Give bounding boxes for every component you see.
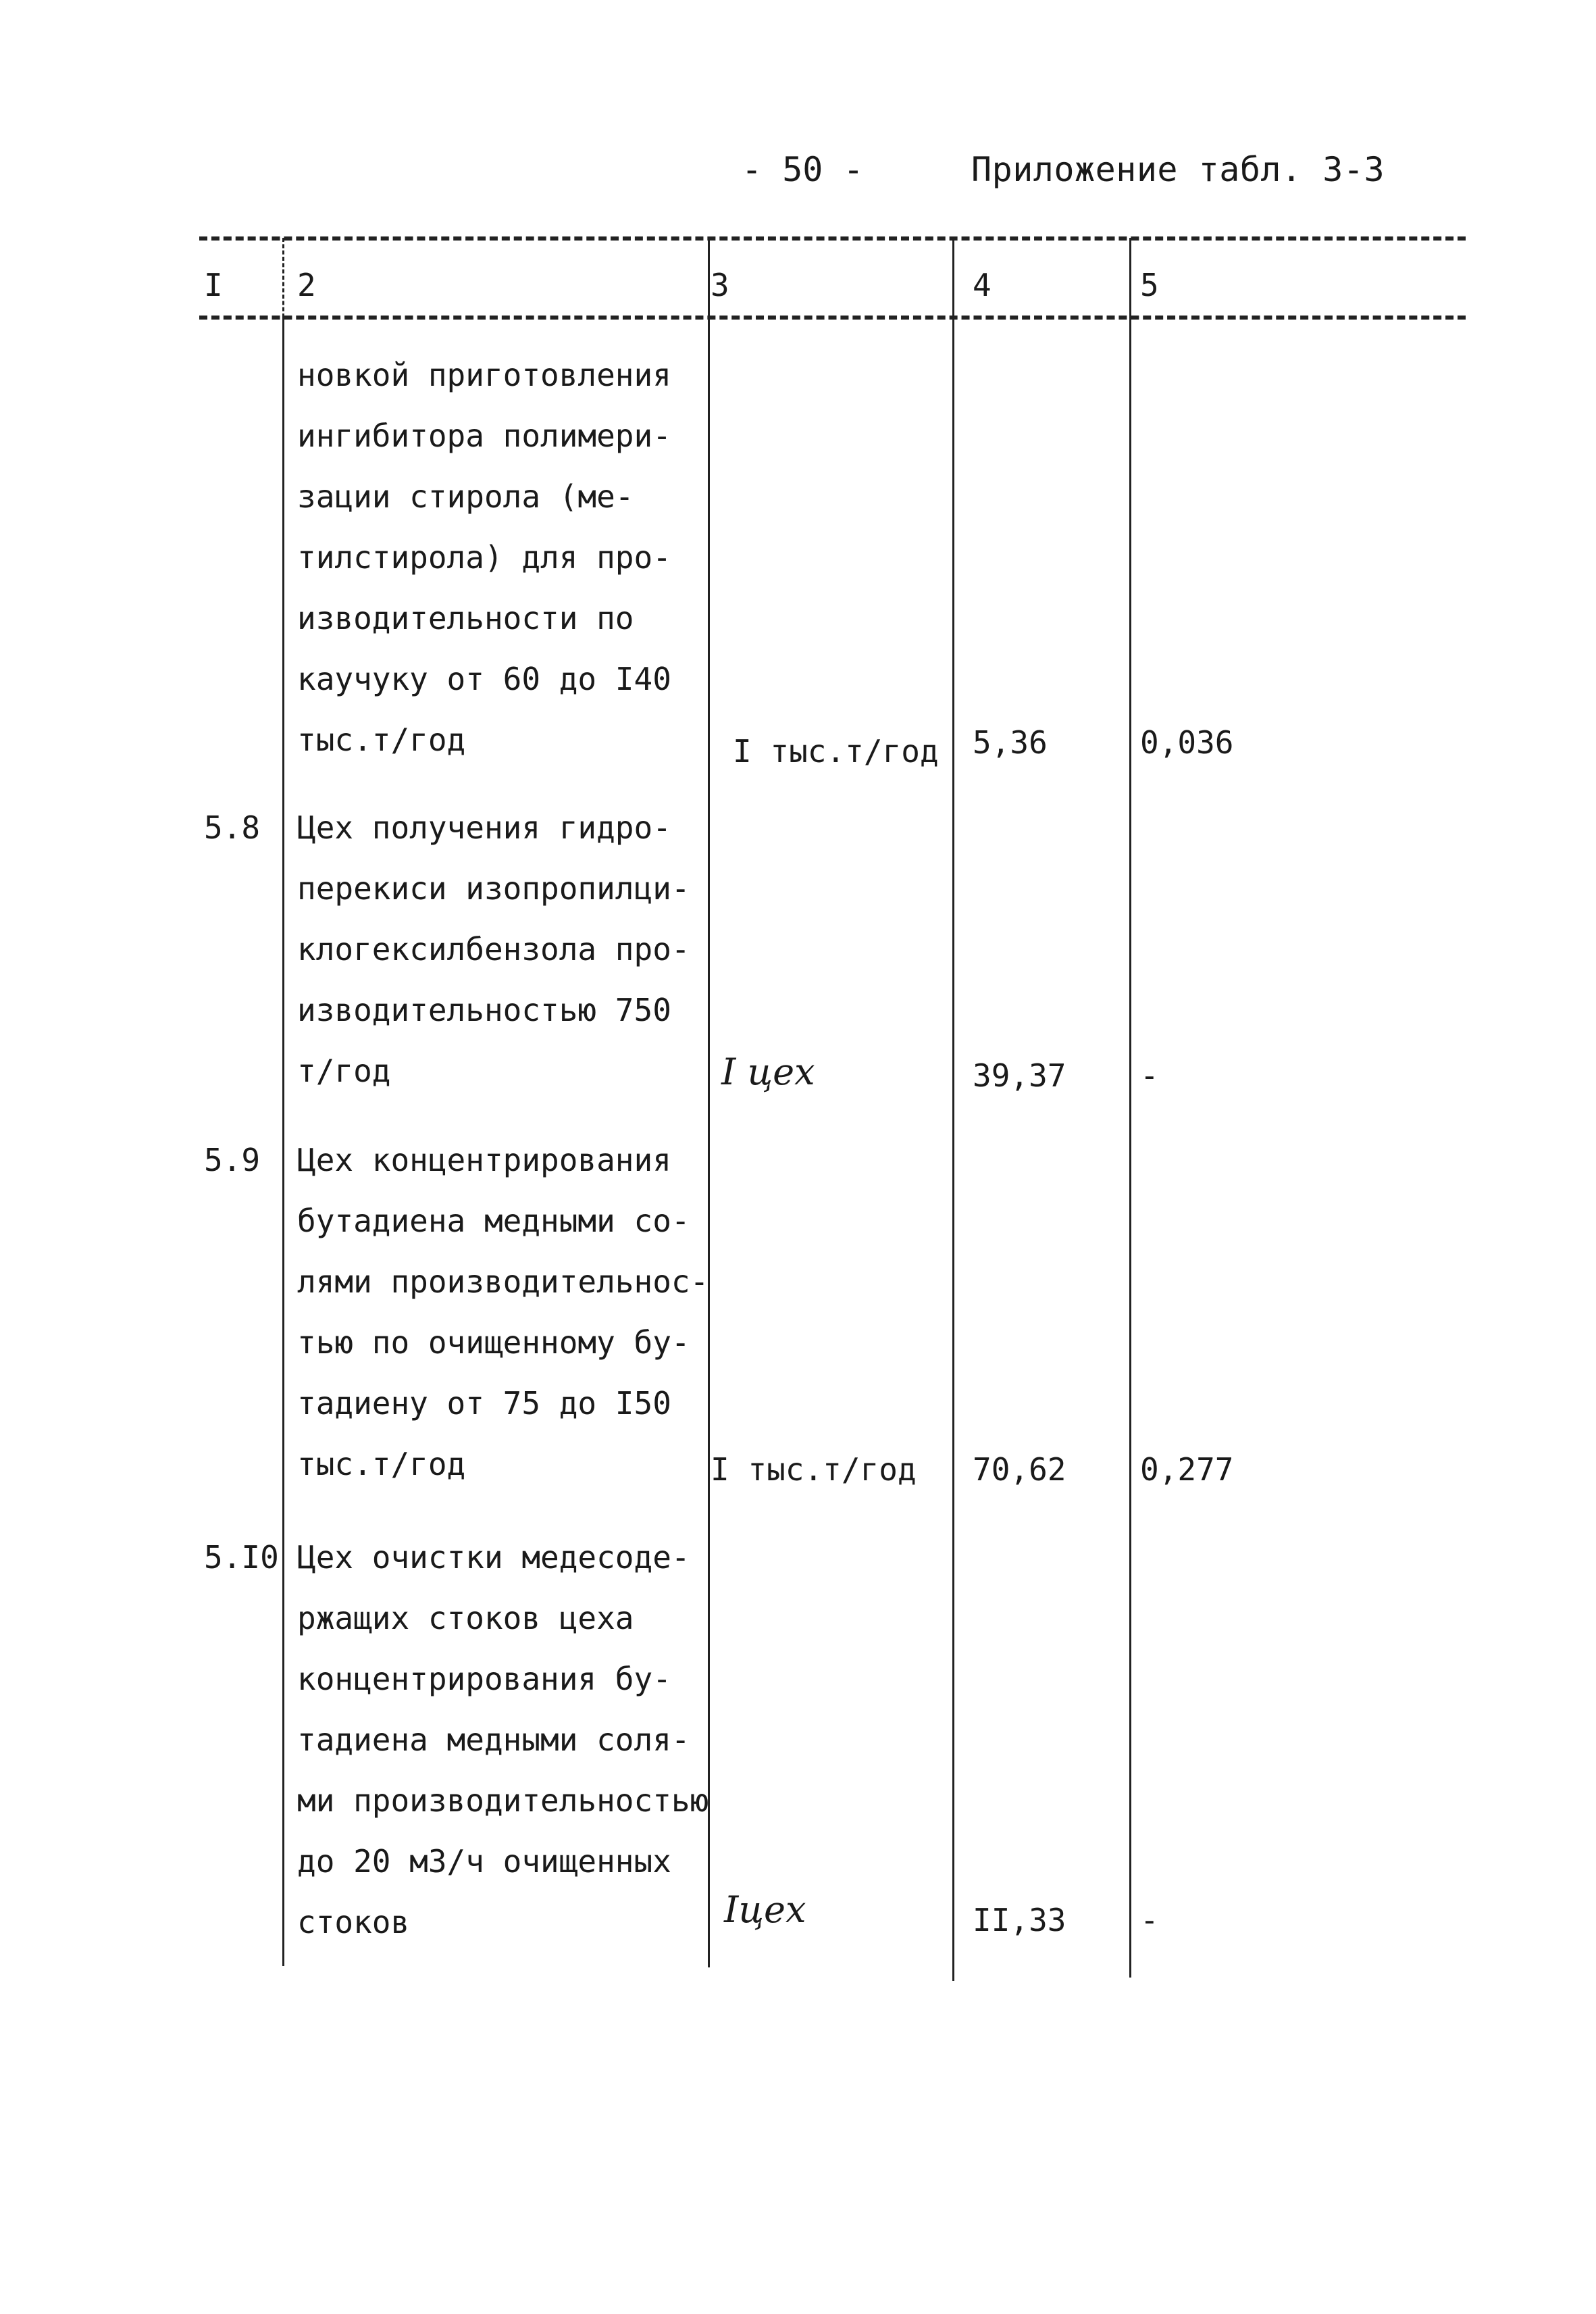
table-header-rule <box>199 316 1466 320</box>
row-col5-value: - <box>1140 1057 1159 1094</box>
column-header-5: 5 <box>1140 267 1159 303</box>
row-col5-value: 0,277 <box>1140 1451 1234 1488</box>
row-col5-value: 0,036 <box>1140 724 1234 761</box>
appendix-reference: Приложение табл. 3-3 <box>971 150 1385 189</box>
row-col5-value: - <box>1140 1902 1159 1938</box>
column-header-4: 4 <box>973 267 992 303</box>
row-unit: I цех <box>721 1051 815 1093</box>
page-number: - 50 - <box>742 150 864 189</box>
table-top-rule <box>199 236 1466 241</box>
row-description: Цех получения гидро- перекиси изопропилци- клогексилбензола про- изводительностью 750 т/год <box>297 809 690 1089</box>
row-col4-value: 70,62 <box>973 1451 1066 1488</box>
column-divider <box>282 318 284 1966</box>
column-divider <box>282 238 284 318</box>
column-header-3: 3 <box>711 267 729 303</box>
row-number: 5.9 <box>204 1142 261 1178</box>
row-col4-value: II,33 <box>973 1902 1066 1938</box>
row-col4-value: 39,37 <box>973 1057 1066 1094</box>
column-header-2: 2 <box>297 267 316 303</box>
column-header-1: I <box>204 267 223 303</box>
row-unit: I тыс.т/год <box>733 733 939 770</box>
row-description: Цех очистки медесоде- ржащих стоков цеха концентрирования бу- тадиена медными соля- ми производительностью до 20 м3/ч очищенных стоков <box>297 1539 709 1940</box>
row-unit: Iцех <box>724 1888 806 1931</box>
row-description: Цех концентрирования бутадиена медными со- лями производительнос- тью по очищенному бу- тадиену от 75 до I50 тыс.т/год <box>297 1142 709 1482</box>
row-col4-value: 5,36 <box>973 724 1048 761</box>
row-unit: I тыс.т/год <box>711 1451 917 1488</box>
column-divider <box>952 238 954 1981</box>
row-number: 5.I0 <box>204 1539 279 1576</box>
column-divider <box>1129 238 1131 1978</box>
row-description: новкой приготовления ингибитора полимери- зации стирола (ме- тилстирола) для про- изводительности по каучуку от 60 до I40 тыс.т/год <box>297 357 671 758</box>
row-number: 5.8 <box>204 809 261 846</box>
page-header <box>0 150 1596 204</box>
